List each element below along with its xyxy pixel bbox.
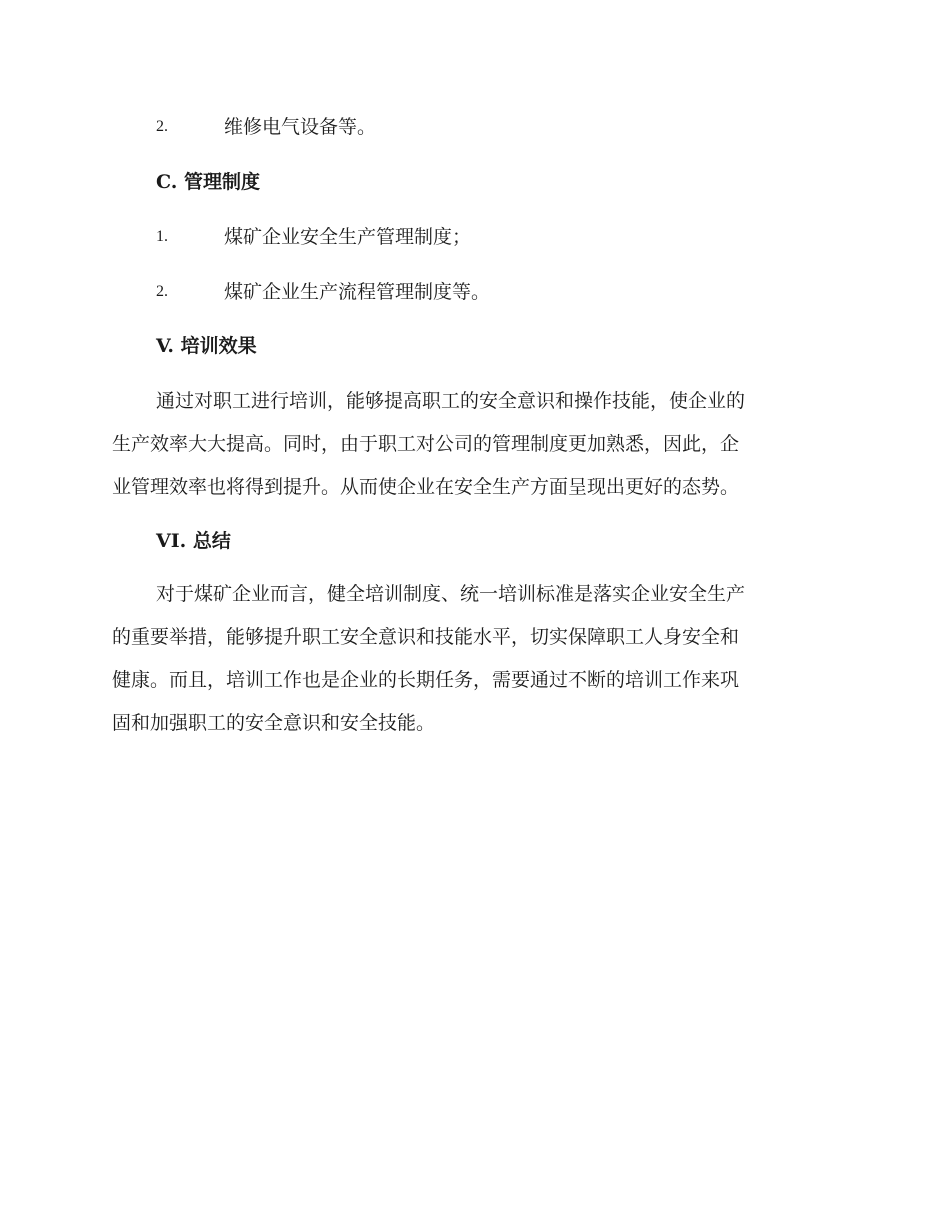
paragraph-line: 通过对职工进行培训，能够提高职工的安全意识和操作技能，使企业的 (156, 390, 746, 412)
list-item-text: 维修电气设备等。 (224, 116, 377, 138)
paragraph-line: 健康。而且，培训工作也是企业的长期任务，需要通过不断的培训工作来巩 (112, 669, 740, 691)
list-item-number: 2. (156, 283, 168, 300)
list-item-number: 1. (156, 228, 168, 245)
list-item-number: 2. (156, 118, 168, 135)
list-item-text: 煤矿企业生产流程管理制度等。 (224, 281, 491, 303)
list-item-text: 煤矿企业安全生产管理制度； (224, 226, 472, 248)
paragraph-summary (112, 573, 830, 745)
paragraph-line: 生产效率大大提高。同时，由于职工对公司的管理制度更加熟悉，因此，企 (112, 433, 740, 455)
list-item (0, 112, 950, 142)
paragraph-training-effect (112, 380, 830, 509)
section-heading-vi: VI. 总结 (156, 530, 231, 552)
section-heading-c: C. 管理制度 (156, 171, 261, 193)
list-item (0, 222, 950, 252)
section-heading-v: V. 培训效果 (156, 335, 257, 357)
paragraph-line: 对于煤矿企业而言，健全培训制度、统一培训标准是落实企业安全生产 (156, 583, 746, 605)
paragraph-line: 业管理效率也将得到提升。从而使企业在安全生产方面呈现出更好的态势。 (112, 476, 740, 498)
paragraph-line: 固和加强职工的安全意识和安全技能。 (112, 712, 436, 734)
paragraph-line: 的重要举措，能够提升职工安全意识和技能水平，切实保障职工人身安全和 (112, 626, 740, 648)
list-item (0, 277, 950, 307)
